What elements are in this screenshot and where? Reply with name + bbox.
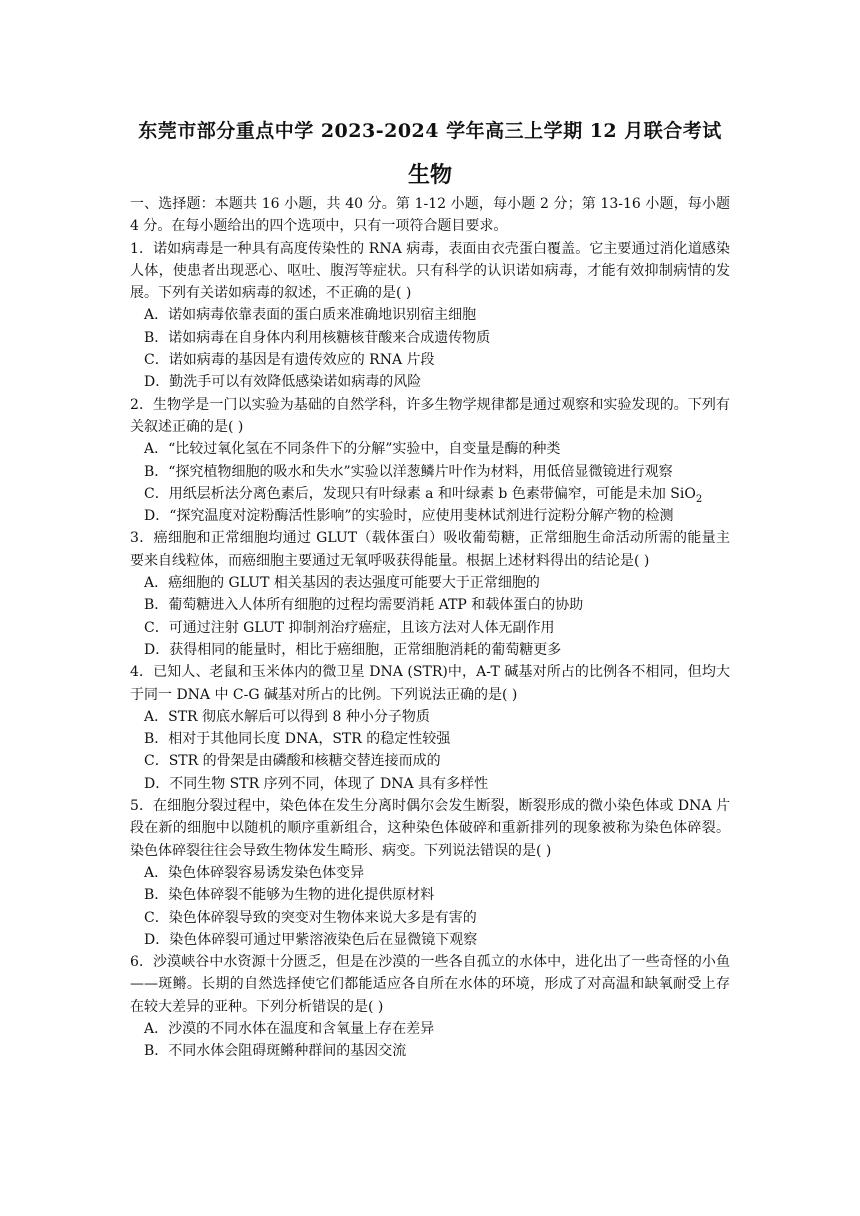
option-c: C．可通过注射 GLUT 抑制剂治疗癌症，且该方法对人体无副作用 <box>144 619 555 636</box>
question-stem: 4．已知人、老鼠和玉米体内的微卫星 DNA (STR)中，A-T 碱基对所占的比例各不相同，但均大于同一 DNA 中 C-G 碱基对所占的比例。下列说法正确的是( ) <box>130 664 730 703</box>
exam-body <box>130 193 730 1063</box>
question-stem: 5．在细胞分裂过程中，染色体在发生分离时偶尔会发生断裂，断裂形成的微小染色体或 DNA 片段在新的细胞中以随机的顺序重新组合，这种染色体破碎和重新排列的现象被称为染色体碎裂。染色体碎裂往往会导致生物体发生畸形、病变。下列说法错误的是( ) <box>130 798 730 859</box>
option-a: A．染色体碎裂容易诱发染色体变异 <box>144 864 365 881</box>
question-5 <box>130 795 730 951</box>
option-b: B．染色体碎裂不能够为生物的进化提供原材料 <box>144 887 435 904</box>
option-d: D．获得相同的能量时，相比于癌细胞，正常细胞消耗的葡萄糖更多 <box>144 641 562 658</box>
option-a: A．癌细胞的 GLUT 相关基因的表达强度可能要大于正常细胞的 <box>144 575 540 592</box>
option-b: B．“探究植物细胞的吸水和失水”实验以洋葱鳞片叶作为材料，用低倍显微镜进行观察 <box>144 463 673 480</box>
option-a: A．沙漠的不同水体在温度和含氧量上存在差异 <box>144 1020 435 1037</box>
subject-heading: 生物 <box>407 162 452 188</box>
question-4 <box>130 661 730 795</box>
option-c-text: C．用纸层析法分离色素后，发现只有叶绿素 a 和叶绿素 b 色素带偏窄，可能是未加 SiO <box>144 485 696 502</box>
question-3 <box>130 527 730 661</box>
option-a: A．STR 彻底水解后可以得到 8 种小分子物质 <box>144 708 430 725</box>
question-stem: 3．癌细胞和正常细胞均通过 GLUT（载体蛋白）吸收葡萄糖，正常细胞生命活动所需的能量主要来自线粒体，而癌细胞主要通过无氧呼吸获得能量。根据上述材料得出的结论是( ) <box>130 530 730 569</box>
question-1 <box>130 238 730 394</box>
question-2 <box>130 394 730 528</box>
question-stem: 6．沙漠峡谷中水资源十分匮乏，但是在沙漠的一些各自孤立的水体中，进化出了一些奇怪的小鱼——斑鳉。长期的自然选择使它们都能适应各自所在水体的环境，形成了对高温和缺氧耐受上存在较大差异的亚种。下列分析错误的是( ) <box>130 954 730 1015</box>
section-instructions: 一、选择题：本题共 16 小题，共 40 分。第 1-12 小题，每小题 2 分；第 13-16 小题，每小题 4 分。在每小题给出的四个选项中，只有一项符合题目要求。 <box>130 196 730 235</box>
option-c: C．染色体碎裂导致的突变对生物体来说大多是有害的 <box>144 909 477 926</box>
option-a: A．诺如病毒依靠表面的蛋白质来准确地识别宿主细胞 <box>144 307 477 324</box>
option-d: D．染色体碎裂可通过甲紫溶液染色后在显微镜下观察 <box>144 931 478 948</box>
option-b: B．不同水体会阻碍斑鳉种群间的基因交流 <box>144 1043 407 1060</box>
option-c: C．诺如病毒的基因是有遗传效应的 RNA 片段 <box>144 352 435 369</box>
option-c: C．STR 的骨架是由磷酸和核糖交替连接而成的 <box>144 753 441 770</box>
option-a: A．“比较过氧化氢在不同条件下的分解”实验中，自变量是酶的种类 <box>144 441 561 458</box>
option-d: D．勤洗手可以有效降低感染诺如病毒的风险 <box>144 374 422 391</box>
subscript-2: 2 <box>695 493 703 505</box>
option-c <box>130 483 730 505</box>
option-b: B．葡萄糖进入人体所有细胞的过程均需要消耗 ATP 和载体蛋白的协助 <box>144 597 584 614</box>
option-d: D．不同生物 STR 序列不同，体现了 DNA 具有多样性 <box>144 775 489 792</box>
question-stem: 1．诺如病毒是一种具有高度传染性的 RNA 病毒，表面由衣壳蛋白覆盖。它主要通过消化道感染人体，使患者出现恶心、呕吐、腹泻等症状。只有科学的认识诺如病毒，才能有效抑制病情的发展。下列有关诺如病毒的叙述，不正确的是( ) <box>130 240 730 302</box>
question-stem: 2．生物学是一门以实验为基础的自然学科，许多生物学规律都是通过观察和实验发现的。下列有关叙述正确的是( ) <box>130 396 730 435</box>
question-6 <box>130 951 730 1062</box>
option-b: B．诺如病毒在自身体内利用核糖核苷酸来合成遗传物质 <box>144 329 491 346</box>
option-d: D．“探究温度对淀粉酶活性影响”的实验时，应使用斐林试剂进行淀粉分解产物的检测 <box>144 508 674 525</box>
exam-title: 东莞市部分重点中学 2023-2024 学年高三上学期 12 月联合考试 <box>138 120 722 142</box>
option-b: B．相对于其他同长度 DNA，STR 的稳定性较强 <box>144 731 451 748</box>
